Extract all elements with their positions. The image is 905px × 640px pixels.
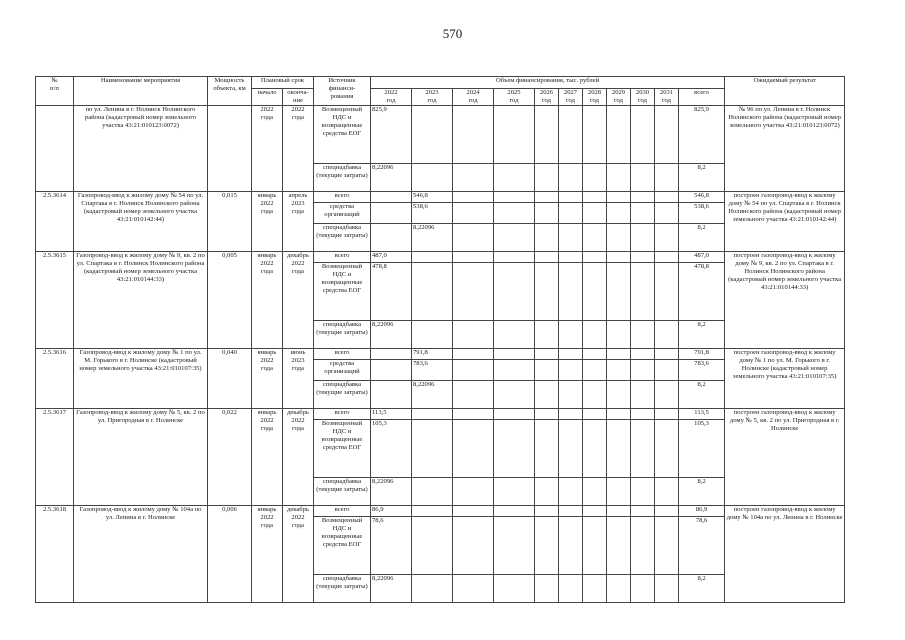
year-value [535, 252, 559, 263]
year-value [559, 263, 583, 321]
header-start: начало [252, 89, 283, 106]
year-value [494, 381, 535, 409]
table-body [36, 106, 845, 603]
year-value [453, 106, 494, 164]
year-value [371, 224, 412, 252]
year-value [453, 224, 494, 252]
year-value [412, 252, 453, 263]
year-value [494, 409, 535, 420]
table-row [36, 192, 845, 203]
year-value [494, 575, 535, 603]
funding-source: всего [314, 252, 371, 263]
year-value [559, 517, 583, 575]
measure-name: Газопровод-ввод к жилому дому № 9, кв. 2 по ул. Спартака в г. Нолинск Нолинского района (кадастровый номер земельного участка 43:21:010144:33) [74, 252, 208, 349]
year-value [535, 203, 559, 224]
year-value [655, 164, 679, 192]
year-value [607, 263, 631, 321]
year-value [631, 360, 655, 381]
year-value: 538,6 [412, 203, 453, 224]
total-value: 78,6 [679, 517, 725, 575]
period-end: декабрь 2022 года [283, 409, 314, 506]
year-value [453, 252, 494, 263]
funding-source: всего [314, 506, 371, 517]
year-value: 113,5 [371, 409, 412, 420]
year-value [607, 252, 631, 263]
year-value [494, 203, 535, 224]
funding-table [35, 76, 845, 603]
year-value [583, 506, 607, 517]
year-value [607, 575, 631, 603]
total-value: 791,8 [679, 349, 725, 360]
year-value [631, 192, 655, 203]
funding-source: Возмещенный НДС и возвращенные средства ЕОГ [314, 263, 371, 321]
row-number: 2.5.3614 [36, 192, 74, 252]
year-value [631, 349, 655, 360]
year-value [655, 420, 679, 478]
year-value [453, 506, 494, 517]
total-value: 8,2 [679, 224, 725, 252]
header-year-9: 2031 год [655, 89, 679, 106]
year-value [583, 263, 607, 321]
year-value [607, 420, 631, 478]
measure-name: Газопровод-ввод к жилому дому № 104а по ул. Ленина в г. Нолинске [74, 506, 208, 603]
funding-source: спецнадбавка (текущие затраты) [314, 164, 371, 192]
total-value: 8,2 [679, 321, 725, 349]
funding-source: средства организаций [314, 203, 371, 224]
table-row [36, 409, 845, 420]
total-value: 113,5 [679, 409, 725, 420]
year-value [583, 517, 607, 575]
year-value: 8,22096 [412, 224, 453, 252]
capacity-value: 0,015 [208, 192, 252, 252]
year-value [655, 106, 679, 164]
header-source: Источник финанси- рования [314, 77, 371, 106]
expected-result: построен газопровод-ввод к жилому дому № 104а по ул. Ленина в г. Нолинске [725, 506, 845, 603]
year-value [535, 360, 559, 381]
funding-source: всего [314, 192, 371, 203]
year-value [371, 381, 412, 409]
year-value: 86,9 [371, 506, 412, 517]
year-value [559, 321, 583, 349]
period-end: декабрь 2022 года [283, 506, 314, 603]
funding-source: спецнадбавка (текущие затраты) [314, 478, 371, 506]
total-value: 105,3 [679, 420, 725, 478]
header-num [36, 77, 74, 106]
year-value [631, 575, 655, 603]
year-value: 487,0 [371, 252, 412, 263]
year-value [453, 321, 494, 349]
year-value [412, 478, 453, 506]
header-result: Ожидаемый результат [725, 77, 845, 106]
funding-source: Возмещенный НДС и возвращенные средства ЕОГ [314, 517, 371, 575]
year-value [631, 409, 655, 420]
year-value [371, 360, 412, 381]
funding-source: спецнадбавка (текущие затраты) [314, 321, 371, 349]
year-value [655, 575, 679, 603]
year-value [453, 381, 494, 409]
year-value [535, 575, 559, 603]
year-value [453, 517, 494, 575]
year-value [453, 478, 494, 506]
row-number [36, 106, 74, 192]
year-value [631, 106, 655, 164]
year-value [412, 106, 453, 164]
year-value: 783,6 [412, 360, 453, 381]
year-value [607, 409, 631, 420]
total-value: 546,8 [679, 192, 725, 203]
table-row [36, 349, 845, 360]
year-value: 478,8 [371, 263, 412, 321]
measure-name: Газопровод-ввод к жилому дому № 1 по ул. М. Горького в г. Нолинске (кадастровый номер земельного участка 43:21:010107:35) [74, 349, 208, 409]
funding-source: всего [314, 349, 371, 360]
year-value [607, 381, 631, 409]
year-value: 546,8 [412, 192, 453, 203]
year-value [494, 478, 535, 506]
table-row [36, 252, 845, 263]
year-value [655, 224, 679, 252]
funding-source: спецнадбавка (текущие затраты) [314, 575, 371, 603]
year-value: 791,8 [412, 349, 453, 360]
year-value [583, 349, 607, 360]
year-value [494, 263, 535, 321]
year-value [583, 321, 607, 349]
year-value [631, 224, 655, 252]
year-value [494, 506, 535, 517]
year-value [655, 506, 679, 517]
funding-source: всего [314, 409, 371, 420]
year-value [494, 164, 535, 192]
year-value [655, 263, 679, 321]
year-value [412, 575, 453, 603]
page-number: 570 [442, 26, 463, 41]
funding-source: спецнадбавка (текущие затраты) [314, 224, 371, 252]
year-value [494, 252, 535, 263]
header-capacity: Мощность объекта, км [208, 77, 252, 106]
year-value [535, 420, 559, 478]
total-value: 825,9 [679, 106, 725, 164]
year-value [583, 164, 607, 192]
year-value [583, 381, 607, 409]
year-value [607, 478, 631, 506]
year-value: 8,22096 [412, 381, 453, 409]
year-value [494, 106, 535, 164]
measure-name: Газопровод-ввод к жилому дому № 5, кв. 2 по ул. Пригородная в г. Нолинске [74, 409, 208, 506]
year-value [412, 517, 453, 575]
year-value [607, 360, 631, 381]
header-year-7: 2029 год [607, 89, 631, 106]
year-value [494, 224, 535, 252]
expected-result: построен газопровод-ввод к жилому дому № 54 по ул. Спартака в г. Нолинск Нолинского района (кадастровый номер земельного участка 43:21:010142:44) [725, 192, 845, 252]
header-period: Плановый срок [252, 77, 314, 89]
year-value [607, 164, 631, 192]
total-value: 487,0 [679, 252, 725, 263]
year-value: 825,9 [371, 106, 412, 164]
year-value [607, 203, 631, 224]
year-value [559, 420, 583, 478]
year-value [559, 192, 583, 203]
year-value [412, 263, 453, 321]
year-value [607, 506, 631, 517]
total-value: 8,2 [679, 381, 725, 409]
year-value [412, 409, 453, 420]
year-value [559, 106, 583, 164]
year-value [559, 164, 583, 192]
table-row [36, 106, 845, 164]
total-value: 8,2 [679, 164, 725, 192]
table-row [36, 506, 845, 517]
year-value [631, 478, 655, 506]
year-value [535, 409, 559, 420]
year-value [453, 192, 494, 203]
funding-source: спецнадбавка (текущие затраты) [314, 381, 371, 409]
year-value [494, 321, 535, 349]
header-name: Наименование мероприятия [74, 77, 208, 106]
year-value [583, 360, 607, 381]
year-value [583, 203, 607, 224]
capacity-value: 0,006 [208, 506, 252, 603]
year-value [494, 349, 535, 360]
table-header-row [36, 77, 845, 89]
funding-source: Возмещенный НДС и возвращенные средства ЕОГ [314, 420, 371, 478]
year-value [631, 263, 655, 321]
period-start: январь 2022 года [252, 349, 283, 409]
year-value: 8,22096 [371, 321, 412, 349]
year-value: 8,22096 [371, 164, 412, 192]
row-number: 2.5.3616 [36, 349, 74, 409]
year-value [371, 349, 412, 360]
year-value: 78,6 [371, 517, 412, 575]
year-value [631, 252, 655, 263]
header-year-6: 2028 год [583, 89, 607, 106]
total-value: 478,8 [679, 263, 725, 321]
row-number: 2.5.3617 [36, 409, 74, 506]
year-value [655, 517, 679, 575]
year-value [655, 252, 679, 263]
capacity-value: 0,005 [208, 252, 252, 349]
header-end: оконча- ние [283, 89, 314, 106]
year-value [535, 164, 559, 192]
total-value: 86,9 [679, 506, 725, 517]
year-value [453, 420, 494, 478]
year-value [412, 321, 453, 349]
year-value [559, 252, 583, 263]
year-value [453, 263, 494, 321]
total-value: 8,2 [679, 575, 725, 603]
measure-name: по ул. Ленина в г. Нолинск Нолинского района (кадастровый номер земельного участка 43:21:010123:0072) [74, 106, 208, 192]
year-value [453, 409, 494, 420]
year-value [631, 381, 655, 409]
period-end: декабрь 2022 года [283, 252, 314, 349]
year-value [535, 224, 559, 252]
year-value: 8,22096 [371, 575, 412, 603]
year-value [559, 360, 583, 381]
year-value [631, 203, 655, 224]
capacity-value [208, 106, 252, 192]
year-value: 8,22096 [371, 478, 412, 506]
year-value [607, 321, 631, 349]
year-value [655, 203, 679, 224]
year-value [535, 321, 559, 349]
year-value [607, 349, 631, 360]
year-value [559, 506, 583, 517]
year-value [583, 409, 607, 420]
capacity-value: 0,022 [208, 409, 252, 506]
header-year-5: 2027 год [559, 89, 583, 106]
expected-result: № 96 по ул. Ленина в г. Нолинск Нолинского района (кадастровый номер земельного участка 43:21:010123:0072) [725, 106, 845, 192]
year-value [535, 263, 559, 321]
total-value: 783,6 [679, 360, 725, 381]
year-value [583, 420, 607, 478]
expected-result: построен газопровод-ввод к жилому дому № 9, кв. 2 по ул. Спартака в г. Нолинск Нолинского района (кадастровый номер земельного участка 43:21:010144:33) [725, 252, 845, 349]
year-value [535, 381, 559, 409]
year-value [412, 164, 453, 192]
year-value [559, 478, 583, 506]
year-value [583, 252, 607, 263]
year-value [494, 420, 535, 478]
year-value [559, 575, 583, 603]
year-value [583, 192, 607, 203]
row-number: 2.5.3615 [36, 252, 74, 349]
year-value [559, 381, 583, 409]
period-start: 2022 года [252, 106, 283, 192]
header-year-2: 2024 год [453, 89, 494, 106]
total-value: 538,6 [679, 203, 725, 224]
year-value [453, 164, 494, 192]
year-value: 105,3 [371, 420, 412, 478]
year-value [655, 409, 679, 420]
year-value [583, 106, 607, 164]
year-value [535, 349, 559, 360]
period-end: апрель 2023 года [283, 192, 314, 252]
year-value [535, 478, 559, 506]
period-end: июнь 2023 года [283, 349, 314, 409]
year-value [655, 321, 679, 349]
year-value [535, 106, 559, 164]
year-value [631, 164, 655, 192]
period-start: январь 2022 года [252, 506, 283, 603]
year-value [494, 360, 535, 381]
funding-source: средства организаций [314, 360, 371, 381]
expected-result: построен газопровод-ввод к жилому дому № 1 по ул. М. Горького в г. Нолинске (кадастровый номер земельного участка 43:21:010107:35) [725, 349, 845, 409]
header-funding: Объем финансирования, тыс. рублей [371, 77, 725, 89]
header-num-text: № п/п [50, 77, 59, 92]
year-value [583, 478, 607, 506]
year-value [631, 420, 655, 478]
year-value [655, 192, 679, 203]
year-value [453, 575, 494, 603]
period-end: 2022 года [283, 106, 314, 192]
year-value [631, 517, 655, 575]
year-value [655, 478, 679, 506]
year-value [631, 321, 655, 349]
year-value [453, 360, 494, 381]
year-value [535, 192, 559, 203]
year-value [607, 224, 631, 252]
period-start: январь 2022 года [252, 252, 283, 349]
header-year-0: 2022 год [371, 89, 412, 106]
period-start: январь 2022 года [252, 192, 283, 252]
year-value [631, 506, 655, 517]
period-start: январь 2022 года [252, 409, 283, 506]
year-value [583, 575, 607, 603]
year-value [559, 224, 583, 252]
header-year-4: 2026 год [535, 89, 559, 106]
year-value [559, 349, 583, 360]
header-year-1: 2023 год [412, 89, 453, 106]
header-year-8: 2030 год [631, 89, 655, 106]
year-value [412, 420, 453, 478]
year-value [535, 506, 559, 517]
funding-source: Возмещенный НДС и возвращенные средства ЕОГ [314, 106, 371, 164]
year-value [607, 106, 631, 164]
capacity-value: 0,040 [208, 349, 252, 409]
year-value [655, 381, 679, 409]
year-value [371, 192, 412, 203]
year-value [453, 203, 494, 224]
year-value [535, 517, 559, 575]
expected-result: построен газопровод-ввод к жилому дому № 5, кв. 2 по ул. Пригородная в г. Нолинске [725, 409, 845, 506]
year-value [559, 409, 583, 420]
year-value [412, 506, 453, 517]
year-value [655, 349, 679, 360]
year-value [453, 349, 494, 360]
year-value [371, 203, 412, 224]
year-value [494, 517, 535, 575]
year-value [583, 224, 607, 252]
year-value [494, 192, 535, 203]
year-value [559, 203, 583, 224]
total-value: 8,2 [679, 478, 725, 506]
year-value [607, 517, 631, 575]
header-total: всего [679, 89, 725, 106]
measure-name: Газопровод-ввод к жилому дому № 54 по ул. Спартака в г. Нолинск Нолинского района (кадастровый номер земельного участка 43:21:010142:44) [74, 192, 208, 252]
header-year-3: 2025 год [494, 89, 535, 106]
year-value [655, 360, 679, 381]
row-number: 2.5.3618 [36, 506, 74, 603]
year-value [607, 192, 631, 203]
